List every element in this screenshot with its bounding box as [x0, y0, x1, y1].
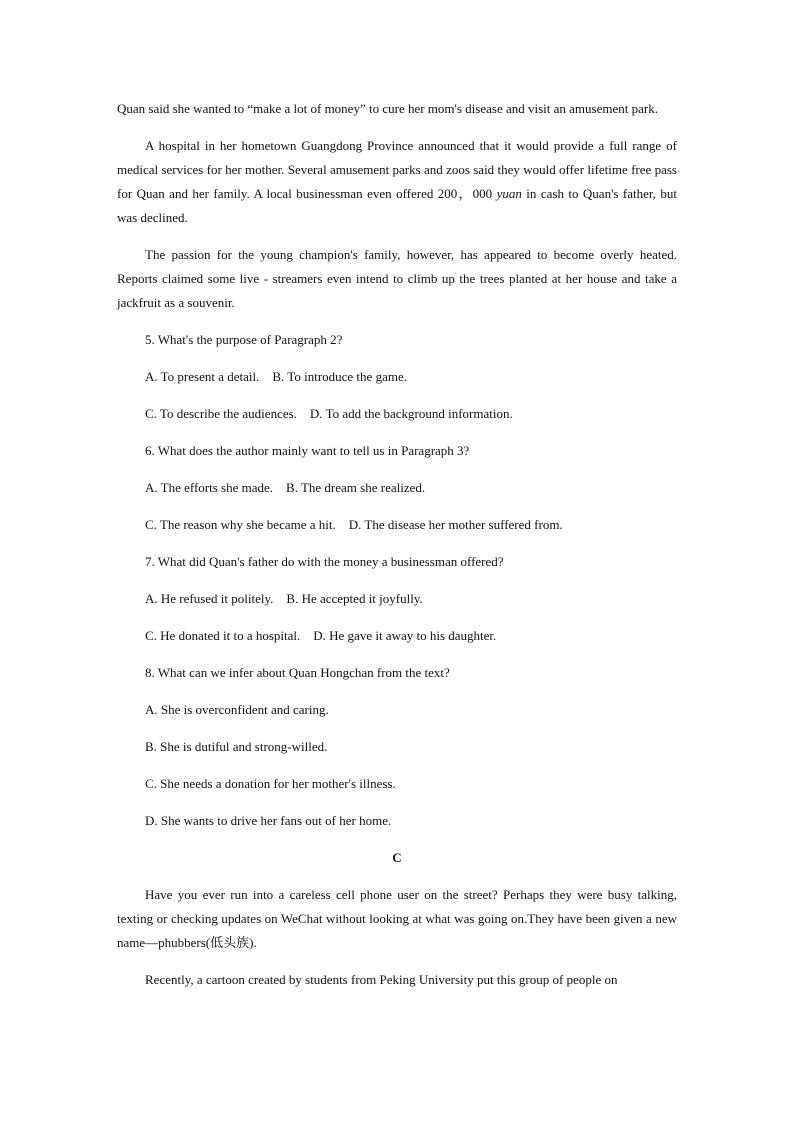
- question-8-stem: 8. What can we infer about Quan Hongchan from the text?: [145, 665, 450, 680]
- paragraph-hospital-part-a: A hospital in her hometown Guangdong Province announced that it would provide a full range of medical services for her mother. Several amusement parks and zoos said they would offer lifetime free pass for Quan and her family. A local businessman even offered 200，000: [117, 138, 677, 201]
- section-c-paragraph-1: Have you ever run into a careless cell phone user on the street? Perhaps they were busy talking, texting or checking updates on WeChat without looking at what was going on.They have been given a new name—phubbers(低头族).: [117, 887, 677, 950]
- question-6-options-cd: C. The reason why she became a hit. D. The disease her mother suffered from.: [145, 517, 563, 532]
- section-c-heading: C: [392, 850, 402, 865]
- question-6-options-ab: A. The efforts she made. B. The dream she realized.: [145, 480, 426, 495]
- question-8-option-d: D. She wants to drive her fans out of her home.: [145, 813, 392, 828]
- section-c-paragraph-2: Recently, a cartoon created by students from Peking University put this group of people on: [145, 972, 618, 987]
- paragraph-hospital-part-b: in cash to Quan's father, but was declined.: [117, 186, 677, 225]
- document-page: [117, 97, 677, 1005]
- question-5-options-ab: A. To present a detail. B. To introduce the game.: [145, 369, 407, 384]
- question-7-stem: 7. What did Quan's father do with the money a businessman offered?: [145, 554, 504, 569]
- question-8-option-c: C. She needs a donation for her mother's illness.: [145, 776, 396, 791]
- question-5-stem: 5. What's the purpose of Paragraph 2?: [145, 332, 343, 347]
- paragraph-intro: Quan said she wanted to “make a lot of money” to cure her mom's disease and visit an amusement park.: [117, 101, 658, 116]
- question-7-options-cd: C. He donated it to a hospital. D. He gave it away to his daughter.: [145, 628, 497, 643]
- question-5-options-cd: C. To describe the audiences. D. To add the background information.: [145, 406, 513, 421]
- paragraph-passion: The passion for the young champion's family, however, has appeared to become overly heated. Reports claimed some live - streamers even intend to climb up the trees planted at her house and take a jackfruit as a souvenir.: [117, 247, 677, 310]
- yuan-word: yuan: [496, 186, 522, 201]
- question-6-stem: 6. What does the author mainly want to tell us in Paragraph 3?: [145, 443, 470, 458]
- question-8-option-a: A. She is overconfident and caring.: [145, 702, 329, 717]
- question-7-options-ab: A. He refused it politely. B. He accepted it joyfully.: [145, 591, 423, 606]
- paragraph-hospital: [117, 134, 677, 230]
- question-8-option-b: B. She is dutiful and strong-willed.: [145, 739, 328, 754]
